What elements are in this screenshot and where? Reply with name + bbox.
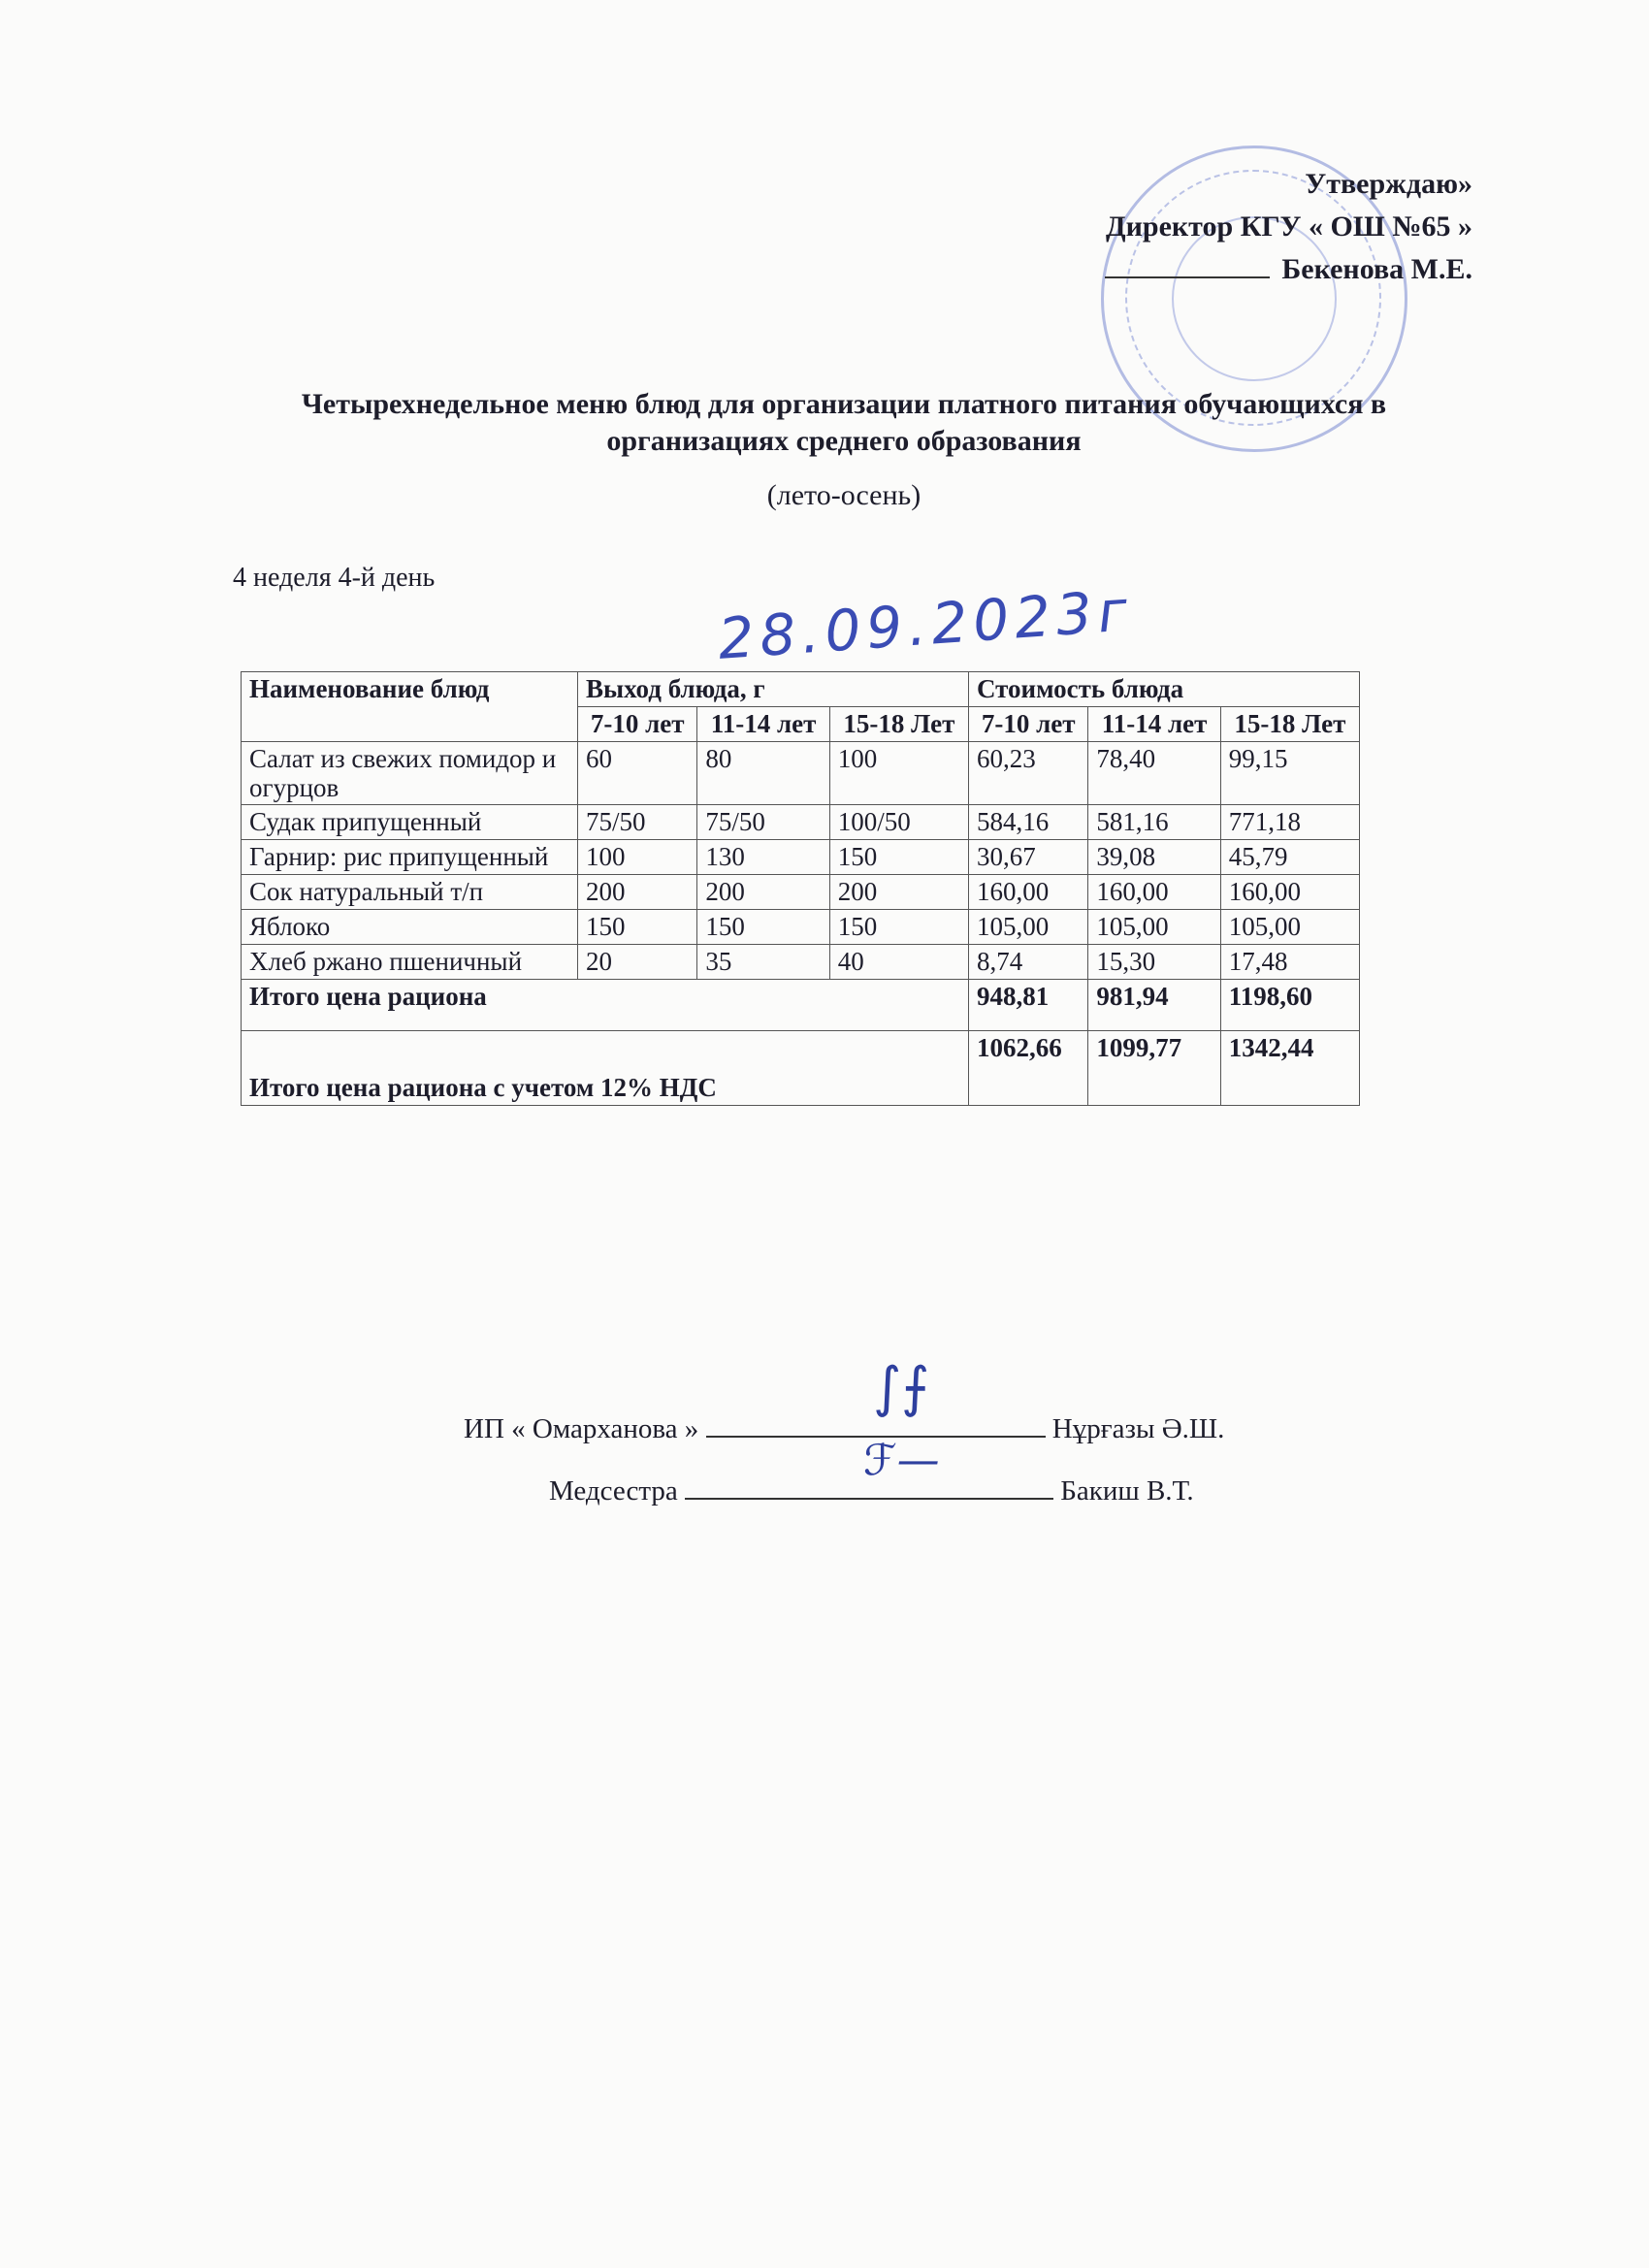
cost-cell: 8,74 [968, 945, 1087, 980]
approval-line-1: Утверждаю» [1305, 168, 1472, 200]
yield-cell: 80 [697, 742, 829, 805]
total-vat-cost-1: 1062,66 [968, 1031, 1087, 1106]
dish-name: Салат из свежих помидор и огурцов [242, 742, 578, 805]
cost-cell: 581,16 [1088, 805, 1220, 840]
handwritten-date: 28.09.2023г [716, 577, 1136, 672]
cost-cell: 45,79 [1220, 840, 1359, 875]
cost-cell: 160,00 [1088, 875, 1220, 910]
title-line-2: организациях среднего образования [606, 425, 1082, 457]
cost-cell: 99,15 [1220, 742, 1359, 805]
header-cost-age-3: 15-18 Лет [1220, 707, 1359, 742]
supplier-name: Нұрғазы Ә.Ш. [1051, 1413, 1225, 1444]
yield-cell: 200 [578, 875, 697, 910]
table-row [242, 910, 1360, 945]
document-title [213, 386, 1474, 460]
dish-name: Гарнир: рис припущенный [242, 840, 578, 875]
total-cost-3: 1198,60 [1220, 980, 1359, 1031]
cost-cell: 105,00 [968, 910, 1087, 945]
nurse-label: Медсестра [549, 1475, 678, 1507]
table-row [242, 742, 1360, 805]
director-signature-line [1105, 251, 1270, 278]
yield-cell: 75/50 [578, 805, 697, 840]
header-yield: Выход блюда, г [578, 672, 969, 707]
approval-line-3 [1105, 248, 1472, 291]
yield-cell: 150 [829, 840, 968, 875]
table-header-row [242, 672, 1360, 707]
menu-table [241, 671, 1360, 1106]
yield-cell: 40 [829, 945, 968, 980]
header-cost-age-2: 11-14 лет [1088, 707, 1220, 742]
week-day-label: 4 неделя 4-й день [233, 563, 436, 593]
yield-cell: 100 [829, 742, 968, 805]
supplier-signature-icon: ∫⨍ [873, 1356, 930, 1419]
yield-cell: 100/50 [829, 805, 968, 840]
total-label: Итого цена рациона [242, 980, 969, 1031]
cost-cell: 39,08 [1088, 840, 1220, 875]
approval-line-2: Директор КГУ « ОШ №65 » [1105, 211, 1472, 243]
yield-cell: 150 [578, 910, 697, 945]
yield-cell: 200 [829, 875, 968, 910]
header-dish: Наименование блюд [242, 672, 578, 742]
nurse-name: Бакиш В.Т. [1060, 1475, 1194, 1507]
supplier-signature-row [464, 1412, 1224, 1445]
cost-cell: 30,67 [968, 840, 1087, 875]
yield-cell: 100 [578, 840, 697, 875]
total-vat-cost-2: 1099,77 [1088, 1031, 1220, 1106]
total-row [242, 980, 1360, 1031]
header-cost: Стоимость блюда [968, 672, 1359, 707]
supplier-label: ИП « Омарханова » [464, 1413, 699, 1444]
yield-cell: 200 [697, 875, 829, 910]
yield-cell: 60 [578, 742, 697, 805]
table-row [242, 945, 1360, 980]
cost-cell: 17,48 [1220, 945, 1359, 980]
nurse-signature-icon: ℱ— [863, 1436, 940, 1485]
yield-cell: 20 [578, 945, 697, 980]
cost-cell: 105,00 [1220, 910, 1359, 945]
cost-cell: 60,23 [968, 742, 1087, 805]
total-vat-row [242, 1031, 1360, 1106]
approval-block [1105, 163, 1472, 291]
cost-cell: 160,00 [1220, 875, 1359, 910]
total-vat-label: Итого цена рациона с учетом 12% НДС [242, 1031, 969, 1106]
dish-name: Хлеб ржано пшеничный [242, 945, 578, 980]
header-yield-age-1: 7-10 лет [578, 707, 697, 742]
cost-cell: 105,00 [1088, 910, 1220, 945]
cost-cell: 584,16 [968, 805, 1087, 840]
dish-name: Яблоко [242, 910, 578, 945]
yield-cell: 35 [697, 945, 829, 980]
cost-cell: 771,18 [1220, 805, 1359, 840]
dish-name: Сок натуральный т/п [242, 875, 578, 910]
header-yield-age-3: 15-18 Лет [829, 707, 968, 742]
total-vat-cost-3: 1342,44 [1220, 1031, 1359, 1106]
cost-cell: 15,30 [1088, 945, 1220, 980]
dish-name: Судак припущенный [242, 805, 578, 840]
yield-cell: 75/50 [697, 805, 829, 840]
table-row [242, 875, 1360, 910]
yield-cell: 150 [697, 910, 829, 945]
header-yield-age-2: 11-14 лет [697, 707, 829, 742]
cost-cell: 160,00 [968, 875, 1087, 910]
total-cost-2: 981,94 [1088, 980, 1220, 1031]
table-row [242, 840, 1360, 875]
yield-cell: 150 [829, 910, 968, 945]
title-line-1: Четырехнедельное меню блюд для организации платного питания обучающихся в [301, 388, 1387, 420]
header-cost-age-1: 7-10 лет [968, 707, 1087, 742]
cost-cell: 78,40 [1088, 742, 1220, 805]
table-row [242, 805, 1360, 840]
season-subtitle: (лето-осень) [766, 479, 922, 511]
yield-cell: 130 [697, 840, 829, 875]
director-name: Бекенова М.Е. [1281, 253, 1472, 285]
total-cost-1: 948,81 [968, 980, 1087, 1031]
